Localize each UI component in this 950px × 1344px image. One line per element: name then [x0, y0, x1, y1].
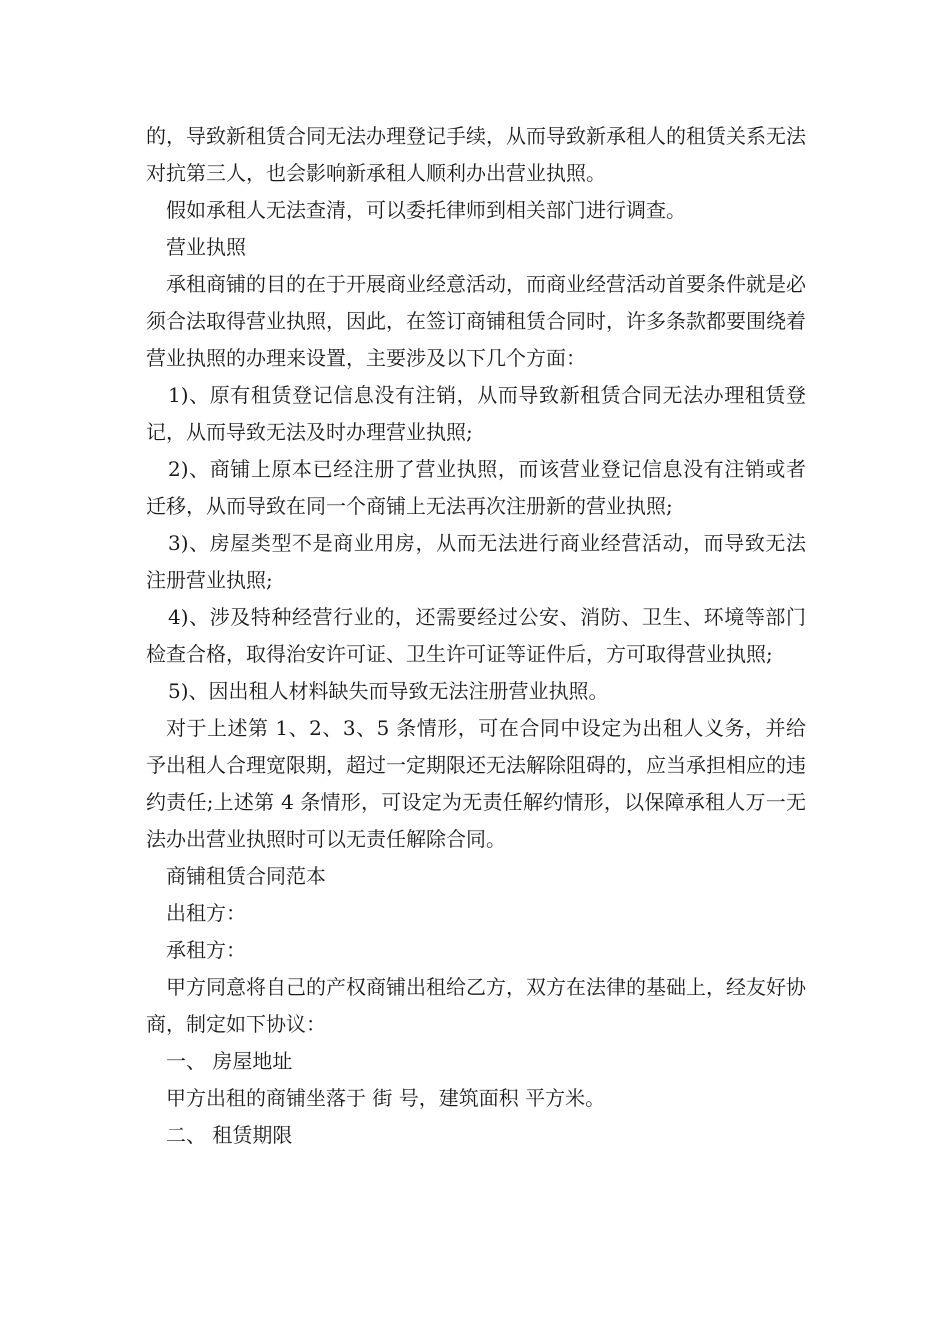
section-heading-contract-template: 商铺租赁合同范本 — [166, 864, 326, 888]
list-item-2: 2)、商铺上原本已经注册了营业执照，而该营业登记信息没有注销或者迁移，从而导致在同一个商铺上无法再次注册新的营业执照; — [146, 457, 806, 518]
list-item-1: 1)、原有租赁登记信息没有注销，从而导致新租赁合同无法办理租赁登记，从而导致无法及时办理营业执照; — [146, 383, 806, 444]
section-heading-business-license: 营业执照 — [166, 235, 246, 259]
list-item-3: 3)、房屋类型不是商业用房，从而无法进行商业经营活动，而导致无法注册营业执照; — [146, 531, 806, 592]
clause-heading-address: 一、 房屋地址 — [166, 1049, 293, 1073]
list-item-4: 4)、涉及特种经营行业的，还需要经过公安、消防、卫生、环境等部门检查合格，取得治安许可证、卫生许可证等证件后，方可取得营业执照; — [146, 605, 806, 666]
paragraph-continuation: 的，导致新租赁合同无法办理登记手续，从而导致新承租人的租赁关系无法对抗第三人，也会影响新承租人顺利办出营业执照。 — [146, 124, 806, 185]
paragraph-conditions: 对于上述第 1、2、3、5 条情形，可在合同中设定为出租人义务，并给予出租人合理宽限期，超过一定期限还无法解除阻碍的，应当承担相应的违约责任;上述第 4 条情形，可设定为无责任解约情形，以保障承租人万一无法办出营业执照时可以无责任解除合同。 — [146, 716, 806, 851]
field-lessee: 承租方： — [166, 938, 246, 962]
paragraph-investigation: 假如承租人无法查清，可以委托律师到相关部门进行调查。 — [166, 198, 686, 222]
clause-heading-term: 二、 租赁期限 — [166, 1123, 293, 1147]
paragraph-license-intro: 承租商铺的目的在于开展商业经意活动，而商业经营活动首要条件就是必须合法取得营业执照，因此，在签订商铺租赁合同时，许多条款都要围绕着营业执照的办理来设置，主要涉及以下几个方面： — [146, 272, 806, 370]
clause-address-text: 甲方出租的商铺坐落于 街 号，建筑面积 平方米。 — [166, 1086, 606, 1110]
list-item-5: 5)、因出租人材料缺失而导致无法注册营业执照。 — [168, 679, 609, 703]
document-body — [146, 118, 806, 1154]
paragraph-agreement: 甲方同意将自己的产权商铺出租给乙方，双方在法律的基础上，经友好协商，制定如下协议： — [146, 975, 806, 1036]
field-lessor: 出租方： — [166, 901, 246, 925]
